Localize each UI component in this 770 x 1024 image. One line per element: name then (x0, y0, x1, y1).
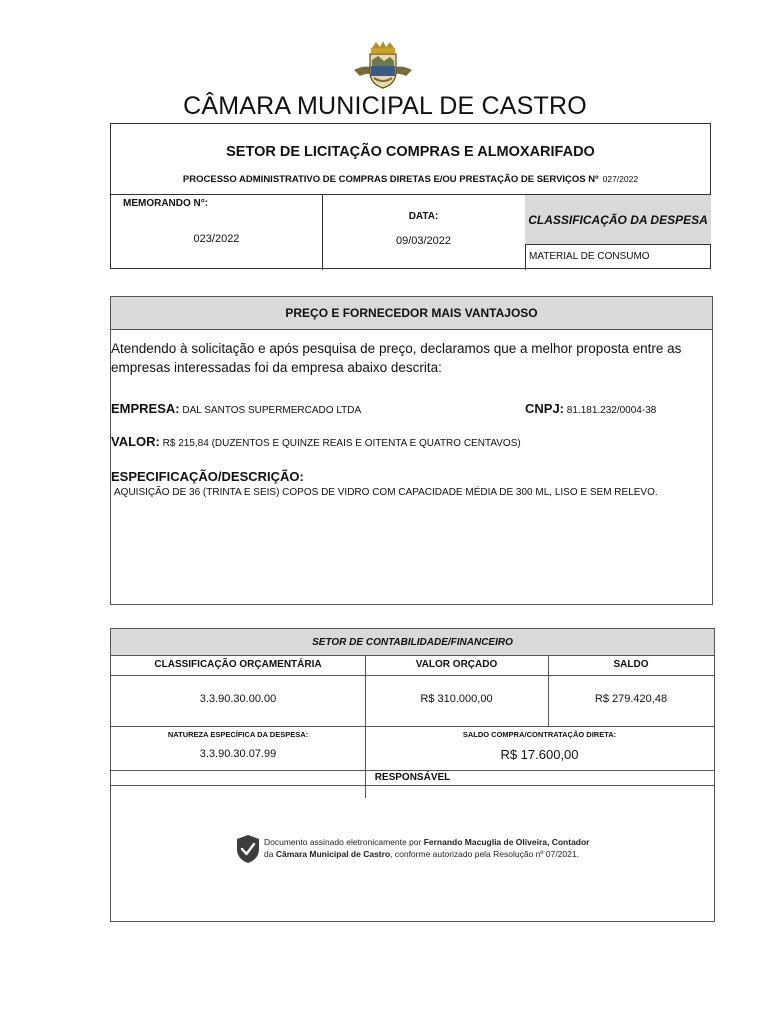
date-cell (322, 195, 526, 270)
divider (548, 656, 549, 726)
cnpj-field (525, 401, 656, 416)
budget-classification-header: CLASSIFICAÇÃO ORÇAMENTÁRIA (154, 659, 322, 670)
procurement-sector-box (110, 123, 711, 269)
signature-suffix: , conforme autorizado pela Resolução nº 07/2021. (390, 849, 579, 859)
process-label: PROCESSO ADMINISTRATIVO DE COMPRAS DIRETAS E/OU PRESTAÇÃO DE SERVIÇOS Nº (182, 174, 599, 185)
signer-organization: Câmara Municipal de Castro (275, 849, 391, 859)
value-field (111, 434, 521, 449)
budgeted-value-header: VALOR ORÇADO (415, 659, 498, 670)
divider (111, 675, 714, 676)
signer-name: Fernando Macuglia de Oliveira, Contador (423, 837, 590, 847)
divider (111, 785, 714, 786)
declaration-paragraph (111, 339, 713, 377)
signature-line-2 (264, 848, 589, 860)
balance-value: R$ 279.420,48 (594, 693, 668, 705)
divider (111, 726, 714, 727)
divider (111, 770, 714, 771)
expense-nature-value: 3.3.90.30.07.99 (199, 748, 277, 760)
direct-balance-value: R$ 17.600,00 (500, 747, 579, 762)
date-value: 09/03/2022 (395, 235, 452, 247)
accounting-title: SETOR DE CONTABILIDADE/FINANCEIRO (111, 629, 714, 656)
sector-title: SETOR DE LICITAÇÃO COMPRAS E ALMOXARIFADO (226, 144, 595, 160)
direct-balance-label: SALDO COMPRA/CONTRATAÇÃO DIRETA: (462, 730, 617, 739)
process-number: 027/2022 (602, 174, 639, 184)
memo-row (111, 194, 710, 270)
process-line (111, 174, 710, 185)
date-label: DATA: (408, 211, 439, 222)
organization-title: CÂMARA MUNICIPAL DE CASTRO (183, 92, 587, 120)
spec-field (111, 469, 304, 484)
cnpj-label: CNPJ: (525, 401, 565, 416)
signature-line-1 (264, 836, 589, 848)
memo-label: MEMORANDO N°: (123, 198, 209, 209)
budgeted-value: R$ 310.000,00 (420, 693, 493, 705)
classification-value: MATERIAL DE CONSUMO (529, 251, 650, 262)
accounting-box (110, 628, 715, 922)
spec-value: AQUISIÇÃO DE 36 (TRINTA E SEIS) COPOS DE VIDRO COM CAPACIDADE MÉDIA DE 300 ML, LISO E SEM RELEVO. (114, 487, 658, 498)
memo-value: 023/2022 (193, 233, 240, 245)
classification-label: CLASSIFICAÇÃO DA DESPESA (525, 195, 711, 245)
company-label: EMPRESA: (111, 401, 180, 416)
balance-header: SALDO (613, 659, 649, 670)
expense-nature-label: NATUREZA ESPECÍFICA DA DESPESA: (167, 730, 309, 739)
digital-signature-shield-icon (236, 834, 260, 864)
spec-label: ESPECIFICAÇÃO/DESCRIÇÃO: (111, 469, 304, 484)
signature-prefix-2: da (264, 849, 276, 859)
value-value: R$ 215,84 (DUZENTOS E QUINZE REAIS E OITENTA E QUATRO CENTAVOS) (162, 438, 521, 449)
budget-classification-value: 3.3.90.30.00.00 (199, 693, 277, 705)
best-supplier-box (110, 296, 713, 605)
signature-prefix: Documento assinado eletronicamente por (264, 837, 424, 847)
memo-cell (111, 195, 323, 270)
declaration-line-2: empresas interessadas foi da empresa abaixo descrita: (111, 360, 442, 375)
signature-text (264, 836, 589, 860)
declaration-line-1: Atendendo à solicitação e após pesquisa de preço, declaramos que a melhor proposta entre as (111, 341, 682, 356)
company-value: DAL SANTOS SUPERMERCADO LTDA (182, 405, 362, 416)
value-label: VALOR: (111, 434, 160, 449)
electronic-signature (236, 832, 616, 866)
responsible-label: RESPONSÁVEL (374, 772, 451, 783)
cnpj-value: 81.181.232/0004-38 (566, 405, 657, 416)
municipal-coat-of-arms-icon (352, 40, 414, 92)
company-field (111, 401, 361, 416)
classification-cell (525, 195, 711, 270)
best-supplier-title: PREÇO E FORNECEDOR MAIS VANTAJOSO (111, 297, 712, 330)
